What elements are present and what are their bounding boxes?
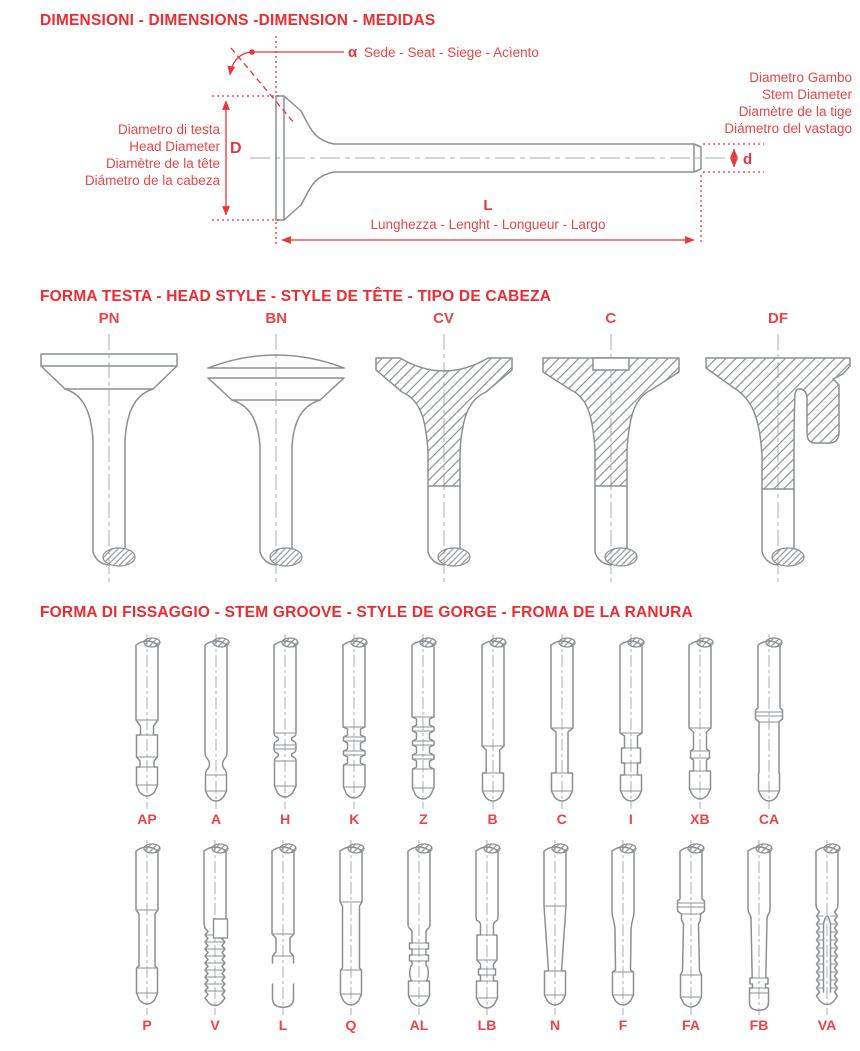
stem-figure-f xyxy=(590,840,656,1034)
stem-drawing-fb xyxy=(729,840,789,1016)
stem-drawing-h xyxy=(255,634,315,810)
stem-figure-fa xyxy=(658,840,724,1034)
stem-drawing-al xyxy=(389,840,449,1016)
stem-figure-n xyxy=(522,840,588,1034)
head-style-figure-bn xyxy=(196,310,356,590)
head-style-label-cv: CV xyxy=(433,310,454,327)
stem-figure-xb xyxy=(667,634,733,828)
stem-label-fa: FA xyxy=(682,1017,700,1033)
head-diameter-line-1: Diametro di testa xyxy=(117,122,220,137)
stem-label-i: I xyxy=(628,811,633,827)
stem-label-h: H xyxy=(280,811,291,827)
stem-figure-i xyxy=(598,634,664,828)
stem-label-v: V xyxy=(210,1017,220,1033)
stem-figure-va xyxy=(794,840,860,1034)
head-style-label-bn: BN xyxy=(265,310,288,327)
stem-figure-v xyxy=(182,840,248,1034)
stem-figure-fb xyxy=(726,840,792,1034)
stem-drawing-v xyxy=(185,840,245,1016)
seat-label: Sede - Seat - Siege - Acìento xyxy=(364,45,539,60)
stem-figure-ca xyxy=(736,634,802,828)
stem-label-lb: LB xyxy=(477,1017,497,1033)
stem-drawing-p xyxy=(117,840,177,1016)
stem-diameter-letter: d xyxy=(743,151,753,168)
stem-figure-lb xyxy=(454,840,520,1034)
head-style-label-df: DF xyxy=(768,310,788,327)
stem-drawing-n xyxy=(525,840,585,1016)
stem-drawing-fa xyxy=(661,840,721,1016)
stem-label-b: B xyxy=(487,811,498,827)
valve-head-drawing-pn xyxy=(29,332,189,587)
head-style-figure-df xyxy=(698,310,858,590)
stem-label-q: Q xyxy=(345,1017,357,1033)
stem-drawing-z xyxy=(393,634,453,810)
head-style-figure-cv xyxy=(364,310,524,590)
length-dimension xyxy=(276,197,694,246)
alpha-symbol: α xyxy=(348,44,358,61)
stem-label-l: L xyxy=(278,1017,288,1033)
valve-dimension-drawing xyxy=(0,28,860,272)
stem-drawing-a xyxy=(186,634,246,810)
stem-figure-z xyxy=(390,634,456,828)
stem-drawing-lb xyxy=(457,840,517,1016)
head-diameter-line-4: Diámetro de la cabeza xyxy=(84,173,220,188)
valve-head-drawing-c xyxy=(531,332,691,587)
stem-figure-c xyxy=(529,634,595,828)
stem-figure-b xyxy=(460,634,526,828)
head-style-figure-pn xyxy=(29,310,189,590)
seat-angle-arc-arrow xyxy=(230,52,250,75)
length-letter: L xyxy=(483,197,493,214)
stem-diameter-line-3: Diamètre de la tige xyxy=(738,104,852,119)
stem-diameter-dimension xyxy=(701,144,764,244)
valve-head-drawing-bn xyxy=(196,332,356,587)
stem-groove-row-2 xyxy=(114,840,860,1034)
stem-figure-ap xyxy=(114,634,180,828)
stem-label-fb: FB xyxy=(749,1017,769,1033)
stem-drawing-ca xyxy=(739,634,799,810)
stem-drawing-va xyxy=(797,840,857,1016)
stem-groove-row-1 xyxy=(114,634,802,828)
stem-label-n: N xyxy=(549,1017,561,1033)
stem-figure-q xyxy=(318,840,384,1034)
stem-drawing-l xyxy=(253,840,313,1016)
stem-drawing-ap xyxy=(117,634,177,810)
section-title-head-style: FORMA TESTA - HEAD STYLE - STYLE DE TÊTE - TIPO DE CABEZA xyxy=(40,288,552,305)
stem-diameter-label-block xyxy=(724,70,852,136)
stem-label-a: A xyxy=(211,811,222,827)
length-label: Lunghezza - Lenght - Longueur - Largo xyxy=(370,217,606,232)
stem-figure-k xyxy=(321,634,387,828)
stem-drawing-f xyxy=(593,840,653,1016)
stem-drawing-c xyxy=(532,634,592,810)
stem-label-ap: AP xyxy=(137,811,157,827)
stem-label-va: VA xyxy=(817,1017,837,1033)
head-diameter-letter: D xyxy=(230,140,242,157)
stem-figure-l xyxy=(250,840,316,1034)
head-style-row xyxy=(29,310,858,590)
stem-label-k: K xyxy=(349,811,360,827)
section-title-dimensions: DIMENSIONI - DIMENSIONS -DIMENSION - MEDIDAS xyxy=(40,12,436,29)
stem-figure-a xyxy=(183,634,249,828)
stem-figure-al xyxy=(386,840,452,1034)
valve-head-drawing-df xyxy=(698,332,858,587)
head-style-label-c: C xyxy=(605,310,617,327)
head-style-figure-c xyxy=(531,310,691,590)
section-title-stem-groove: FORMA DI FISSAGGIO - STEM GROOVE - STYLE DE GORGE - FROMA DE LA RANURA xyxy=(40,604,693,621)
stem-figure-h xyxy=(252,634,318,828)
stem-label-z: Z xyxy=(419,811,428,827)
stem-drawing-q xyxy=(321,840,381,1016)
stem-diameter-line-1: Diametro Gambo xyxy=(749,70,852,85)
stem-drawing-b xyxy=(463,634,523,810)
stem-diameter-line-2: Stem Diameter xyxy=(761,87,852,102)
stem-drawing-i xyxy=(601,634,661,810)
head-diameter-line-2: Head Diameter xyxy=(129,139,220,154)
stem-label-xb: XB xyxy=(690,811,710,827)
stem-label-c: C xyxy=(556,811,567,827)
head-diameter-line-3: Diamètre de la tête xyxy=(105,156,220,171)
stem-label-f: F xyxy=(618,1017,628,1033)
stem-label-al: AL xyxy=(409,1017,429,1033)
seat-leader-dot xyxy=(249,49,255,55)
stem-diameter-line-4: Diámetro del vastago xyxy=(724,121,852,136)
valve-head-drawing-cv xyxy=(364,332,524,587)
stem-label-p: P xyxy=(142,1017,152,1033)
head-style-label-pn: PN xyxy=(98,310,120,327)
stem-label-ca: CA xyxy=(758,811,780,827)
stem-figure-p xyxy=(114,840,180,1034)
stem-drawing-k xyxy=(324,634,384,810)
stem-drawing-xb xyxy=(670,634,730,810)
head-diameter-label-block xyxy=(85,122,221,188)
seat-angle-diagonal-reference xyxy=(231,48,295,124)
